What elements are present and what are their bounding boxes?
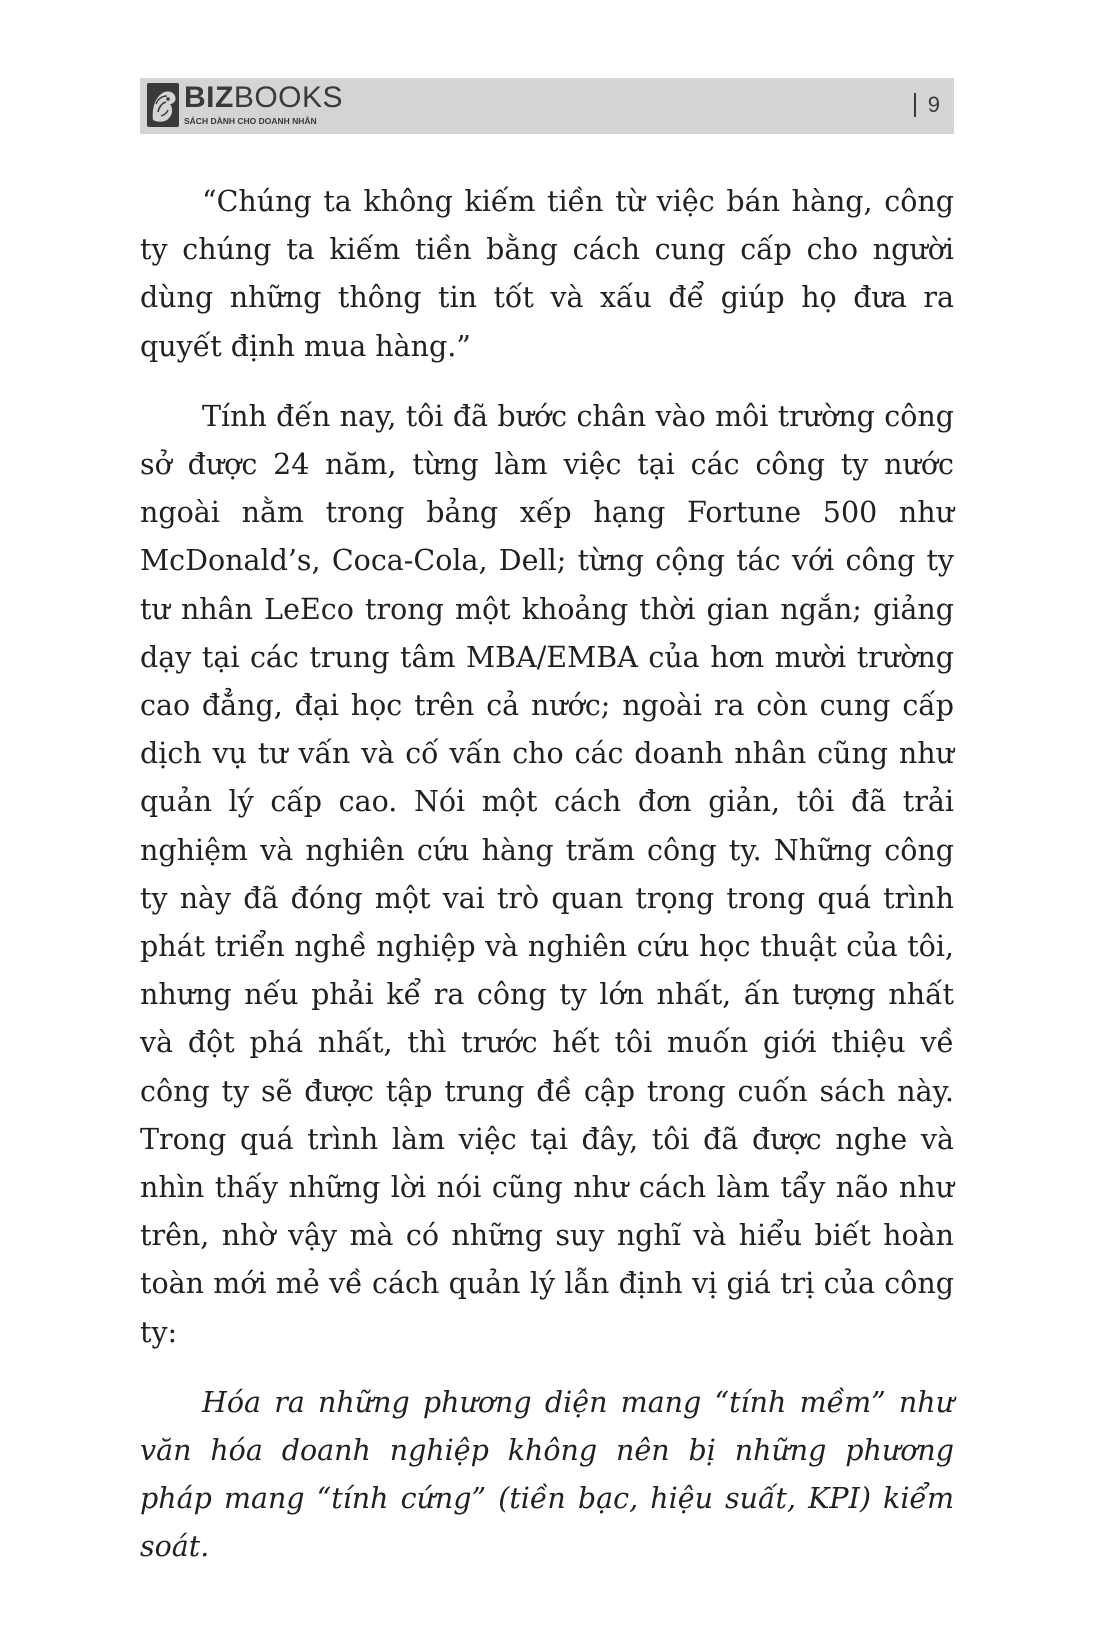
italic-emphasis-paragraph: Hóa ra những phương diện mang “tính mềm” như văn hóa doanh nghiệp không nên bị những phương pháp mang “tính cứng” (tiền bạc, hiệu suất, KPI) kiểm soát. [140,1385,954,1564]
brand-name [184,82,343,114]
page-number-value: 9 [927,92,940,117]
lion-head-icon [146,82,180,128]
brand-tagline: SÁCH DÀNH CHO DOANH NHÂN [184,116,317,126]
quote-paragraph: “Chúng ta không kiếm tiền từ việc bán hàng, công ty chúng ta kiếm tiền bằng cách cung cấp cho người dùng những thông tin tốt và xấu để giúp họ đưa ra quyết định mua hàng.” [140,185,954,363]
page-number-divider [914,93,916,117]
body-paragraph: Tính đến nay, tôi đã bước chân vào môi trường công sở được 24 năm, từng làm việc tại các công ty nước ngoài nằm trong bảng xếp hạng Fortune 500 như McDonald’s, Coca-Cola, Dell; từng cộng tác với công ty tư nhân LeEco trong một khoảng thời gian ngắn; giảng dạy tại các trung tâm MBA/EMBA của hơn mười trường cao đẳng, đại học trên cả nước; ngoài ra còn cung cấp dịch vụ tư vấn và cố vấn cho các doanh nhân cũng như quản lý cấp cao. Nói một cách đơn giản, tôi đã trải nghiệm và nghiên cứu hàng trăm công ty. Những công ty này đã đóng một vai trò quan trọng trong quá trình phát triển nghề nghiệp và nghiên cứu học thuật của tôi, nhưng nếu phải kể ra công ty lớn nhất, ấn tượng nhất và đột phá nhất, thì trước hết tôi muốn giới thiệu về công ty sẽ được tập trung đề cập trong cuốn sách này. Trong quá trình làm việc tại đây, tôi đã được nghe và nhìn thấy những lời nói cũng như cách làm tẩy não như trên, nhờ vậy mà có những suy nghĩ và hiểu biết hoàn toàn mới mẻ về cách quản lý lẫn định vị giá trị của công ty: [140,399,954,1349]
brand-name-light: BOOKS [233,81,344,114]
brand-name-bold: BIZ [184,81,234,114]
publisher-logo [146,82,343,130]
running-header [140,78,954,134]
page-number [914,90,940,120]
page-body [140,178,954,1572]
